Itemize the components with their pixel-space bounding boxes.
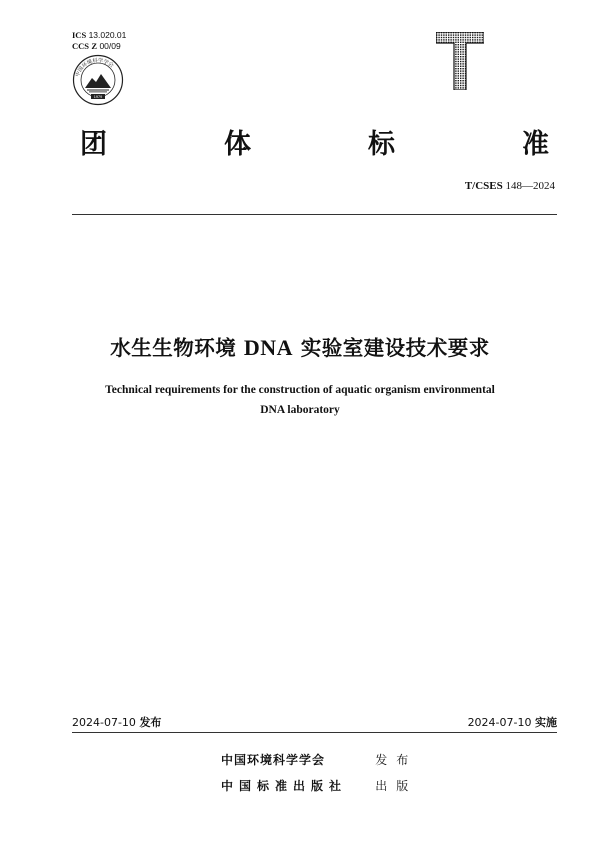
category-char: 标 (368, 129, 395, 160)
ics-value: 13.020.01 (88, 30, 127, 40)
ccs-letter: Z (91, 41, 98, 51)
publisher-line (221, 751, 417, 768)
ccs-code (72, 41, 121, 51)
document-title-zh (0, 331, 600, 361)
document-title-en-line1: Technical requirements for the construction of aquatic organism environmental (105, 384, 495, 396)
ics-label: ICS (72, 30, 87, 40)
ics-code (72, 30, 126, 40)
title-zh-dna: DNA (243, 335, 294, 360)
standard-code-number: 148—2024 (505, 180, 555, 192)
bottom-divider (72, 732, 557, 733)
implement-date-label: 实施 (535, 716, 557, 729)
title-zh-part1: 水生生物环境 (110, 336, 237, 360)
implement-date (468, 714, 557, 730)
category-char: 体 (224, 129, 251, 160)
category-char: 准 (522, 129, 549, 160)
publisher-action: 发布 (375, 753, 418, 767)
implement-date-value: 2024-07-10 (467, 716, 532, 729)
standard-type-letter-icon (436, 32, 484, 90)
logo-text: 中国环境科学学会 (74, 57, 115, 78)
press-name: 中国标准出版社 (221, 779, 348, 793)
ccs-label: CCS (72, 41, 90, 51)
standard-code-prefix: T/CSES (464, 180, 503, 192)
standard-code (465, 180, 555, 192)
top-divider (72, 214, 557, 215)
document-title-en-line2: DNA laboratory (260, 404, 340, 416)
publish-date-value: 2024-07-10 (72, 716, 136, 729)
press-line (221, 777, 417, 794)
logo-year: 1979 (93, 95, 103, 99)
ccs-value: 00/09 (99, 41, 121, 51)
press-action: 出版 (375, 779, 418, 793)
society-seal-logo (72, 54, 124, 106)
publish-date (72, 714, 161, 730)
publish-date-label: 发布 (139, 716, 162, 729)
title-zh-part2: 实验室建设技术要求 (300, 336, 490, 360)
document-category (80, 122, 550, 160)
publisher-name: 中国环境科学学会 (221, 753, 326, 767)
category-char: 团 (80, 129, 107, 160)
